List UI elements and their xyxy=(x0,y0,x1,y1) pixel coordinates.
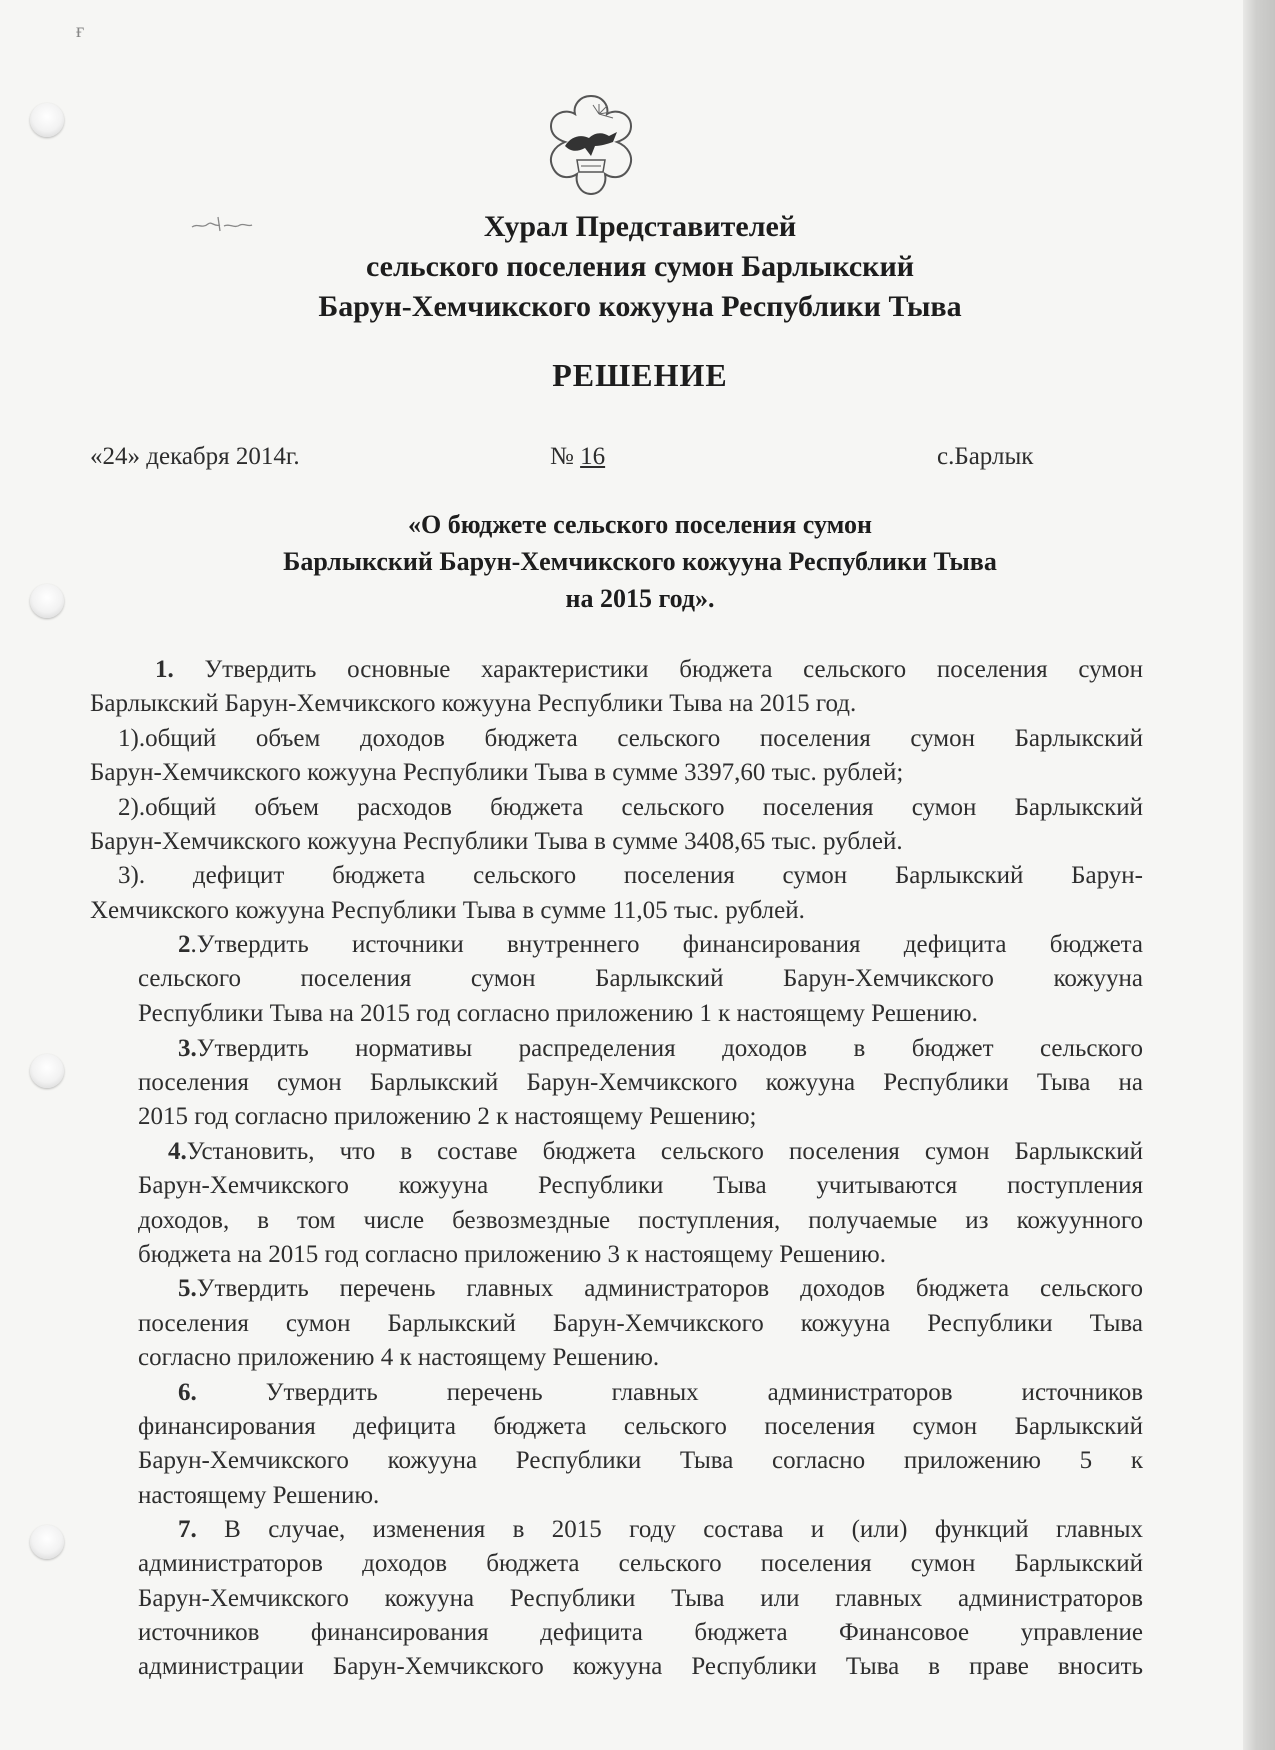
clause-text: Республики Тыва на 2015 год согласно приложению 1 к настоящему Решению. xyxy=(138,1000,978,1027)
body-line xyxy=(138,1307,1143,1341)
clause-text: Барун-Хемчикского кожууна Республики Тыва или главных администраторов xyxy=(138,1585,1143,1612)
decision-place: с.Барлык xyxy=(937,443,1034,470)
punch-hole xyxy=(30,103,64,137)
clause-text: 2015 год согласно приложению 2 к настоящему Решению; xyxy=(138,1103,757,1130)
body-line xyxy=(138,997,1143,1031)
body-line xyxy=(178,1272,1143,1306)
clause-text: Хемчикского кожууна Республики Тыва в сумме 11,05 тыс. рублей. xyxy=(90,897,805,924)
punch-hole xyxy=(30,1525,64,1559)
punch-hole xyxy=(30,1054,64,1088)
clause-text: сельского поселения сумон Барлыкский Барун-Хемчикского кожууна xyxy=(138,965,1143,992)
clause-number: 2 xyxy=(178,931,191,958)
clause-number: 1. xyxy=(155,656,174,683)
clause-text: Барлыкский Барун-Хемчикского кожууна Республики Тыва на 2015 год. xyxy=(90,690,857,717)
clause-text: Утвердить перечень главных администраторов источников xyxy=(196,1379,1143,1406)
clause-text: Барун-Хемчикского кожууна Республики Тыва в сумме 3408,65 тыс. рублей. xyxy=(90,828,903,855)
subject-line-1: «О бюджете сельского поселения сумон xyxy=(408,510,872,539)
clause-text: 1).общий объем доходов бюджета сельского поселения сумон Барлыкский xyxy=(118,725,1143,752)
body-line xyxy=(168,1135,1143,1169)
number-value: 16 xyxy=(580,443,606,470)
subject-line-2: Барлыкский Барун-Хемчикского кожууна Республики Тыва xyxy=(283,547,997,576)
clause-text: финансирования дефицита бюджета сельского поселения сумон Барлыкский xyxy=(138,1413,1143,1440)
number-prefix: № xyxy=(550,443,574,470)
issuer-line-3: Барун-Хемчикского кожууна Республики Тыва xyxy=(318,290,962,323)
clause-text: доходов, в том числе безвозмездные поступления, получаемые из кожуунного xyxy=(138,1207,1143,1234)
punch-hole xyxy=(30,584,64,618)
body-line xyxy=(118,722,1143,756)
body-line xyxy=(138,1238,1143,1272)
clause-text: источников финансирования дефицита бюджета Финансовое управление xyxy=(138,1619,1143,1646)
clause-text: бюджета на 2015 год согласно приложению 3 к настоящему Решению. xyxy=(138,1241,886,1268)
body-line xyxy=(138,1204,1143,1238)
clause-text: Утвердить перечень главных администраторов доходов бюджета сельского xyxy=(196,1275,1143,1302)
clause-text: В случае, изменения в 2015 году состава и (или) функций главных xyxy=(196,1516,1143,1543)
clause-text: Барун-Хемчикского кожууна Республики Тыва согласно приложению 5 к xyxy=(138,1447,1143,1474)
body-line xyxy=(138,1616,1143,1650)
clause-text: Барун-Хемчикского кожууна Республики Тыва в сумме 3397,60 тыс. рублей; xyxy=(90,759,904,786)
body-line xyxy=(178,1032,1143,1066)
subject-line-3: на 2015 год». xyxy=(565,584,715,613)
clause-text: поселения сумон Барлыкский Барун-Хемчикского кожууна Республики Тыва xyxy=(138,1310,1143,1337)
issuer-line-2: сельского поселения сумон Барлыкский xyxy=(365,250,915,283)
body-line xyxy=(138,1066,1143,1100)
clause-text: поселения сумон Барлыкский Барун-Хемчикского кожууна Республики Тыва на xyxy=(138,1069,1143,1096)
issuer-line-1: Хурал Представителей xyxy=(483,210,797,243)
body-line xyxy=(138,1169,1143,1203)
body-line xyxy=(178,1376,1143,1410)
page-edge-shadow xyxy=(1243,0,1275,1750)
coat-of-arms-icon xyxy=(537,90,645,198)
clause-number: 6. xyxy=(178,1379,197,1406)
body-line xyxy=(138,1650,1143,1684)
body-line xyxy=(138,1444,1143,1478)
corner-mark: ғ xyxy=(76,20,85,42)
clause-text: администрации Барун-Хемчикского кожууна Республики Тыва в праве вносить xyxy=(138,1653,1143,1680)
clause-text: 2).общий объем расходов бюджета сельского поселения сумон Барлыкский xyxy=(118,794,1143,821)
body-line xyxy=(90,825,1143,859)
body-line xyxy=(138,1479,1143,1513)
clause-text: Утвердить нормативы распределения доходов в бюджет сельского xyxy=(196,1035,1143,1062)
clause-number: 7. xyxy=(178,1516,197,1543)
clause-text: согласно приложению 4 к настоящему Решению. xyxy=(138,1344,660,1371)
body-line xyxy=(118,859,1143,893)
body-line xyxy=(155,653,1143,687)
body-line xyxy=(138,1410,1143,1444)
body-line xyxy=(138,1547,1143,1581)
body-line xyxy=(90,687,1143,721)
body-line xyxy=(178,928,1143,962)
clause-number: 4. xyxy=(168,1138,187,1165)
decision-number xyxy=(550,443,605,471)
body-line xyxy=(138,1341,1143,1375)
document-type: РЕШЕНИЕ xyxy=(552,357,728,393)
body-line xyxy=(118,791,1143,825)
clause-number: 3. xyxy=(178,1035,197,1062)
decision-date: «24» декабря 2014г. xyxy=(90,443,300,470)
body-line xyxy=(138,1100,1143,1134)
clause-text: настоящему Решению. xyxy=(138,1482,380,1509)
clause-text: администраторов доходов бюджета сельского поселения сумон Барлыкский xyxy=(138,1550,1143,1577)
clause-text: 3). дефицит бюджета сельского поселения сумон Барлыкский Барун- xyxy=(118,862,1143,889)
clause-text: Барун-Хемчикского кожууна Республики Тыва учитываются поступления xyxy=(138,1172,1143,1199)
clause-text: Утвердить основные характеристики бюджета сельского поселения сумон xyxy=(173,656,1143,683)
clause-text: Установить, что в составе бюджета сельского поселения сумон Барлыкский xyxy=(186,1138,1143,1165)
body-line xyxy=(90,756,1143,790)
body-line xyxy=(178,1513,1143,1547)
body-line xyxy=(90,894,1143,928)
body-line xyxy=(138,962,1143,996)
clause-number: 5. xyxy=(178,1275,197,1302)
body-line xyxy=(138,1582,1143,1616)
clause-text: .Утвердить источники внутреннего финансирования дефицита бюджета xyxy=(190,931,1143,958)
